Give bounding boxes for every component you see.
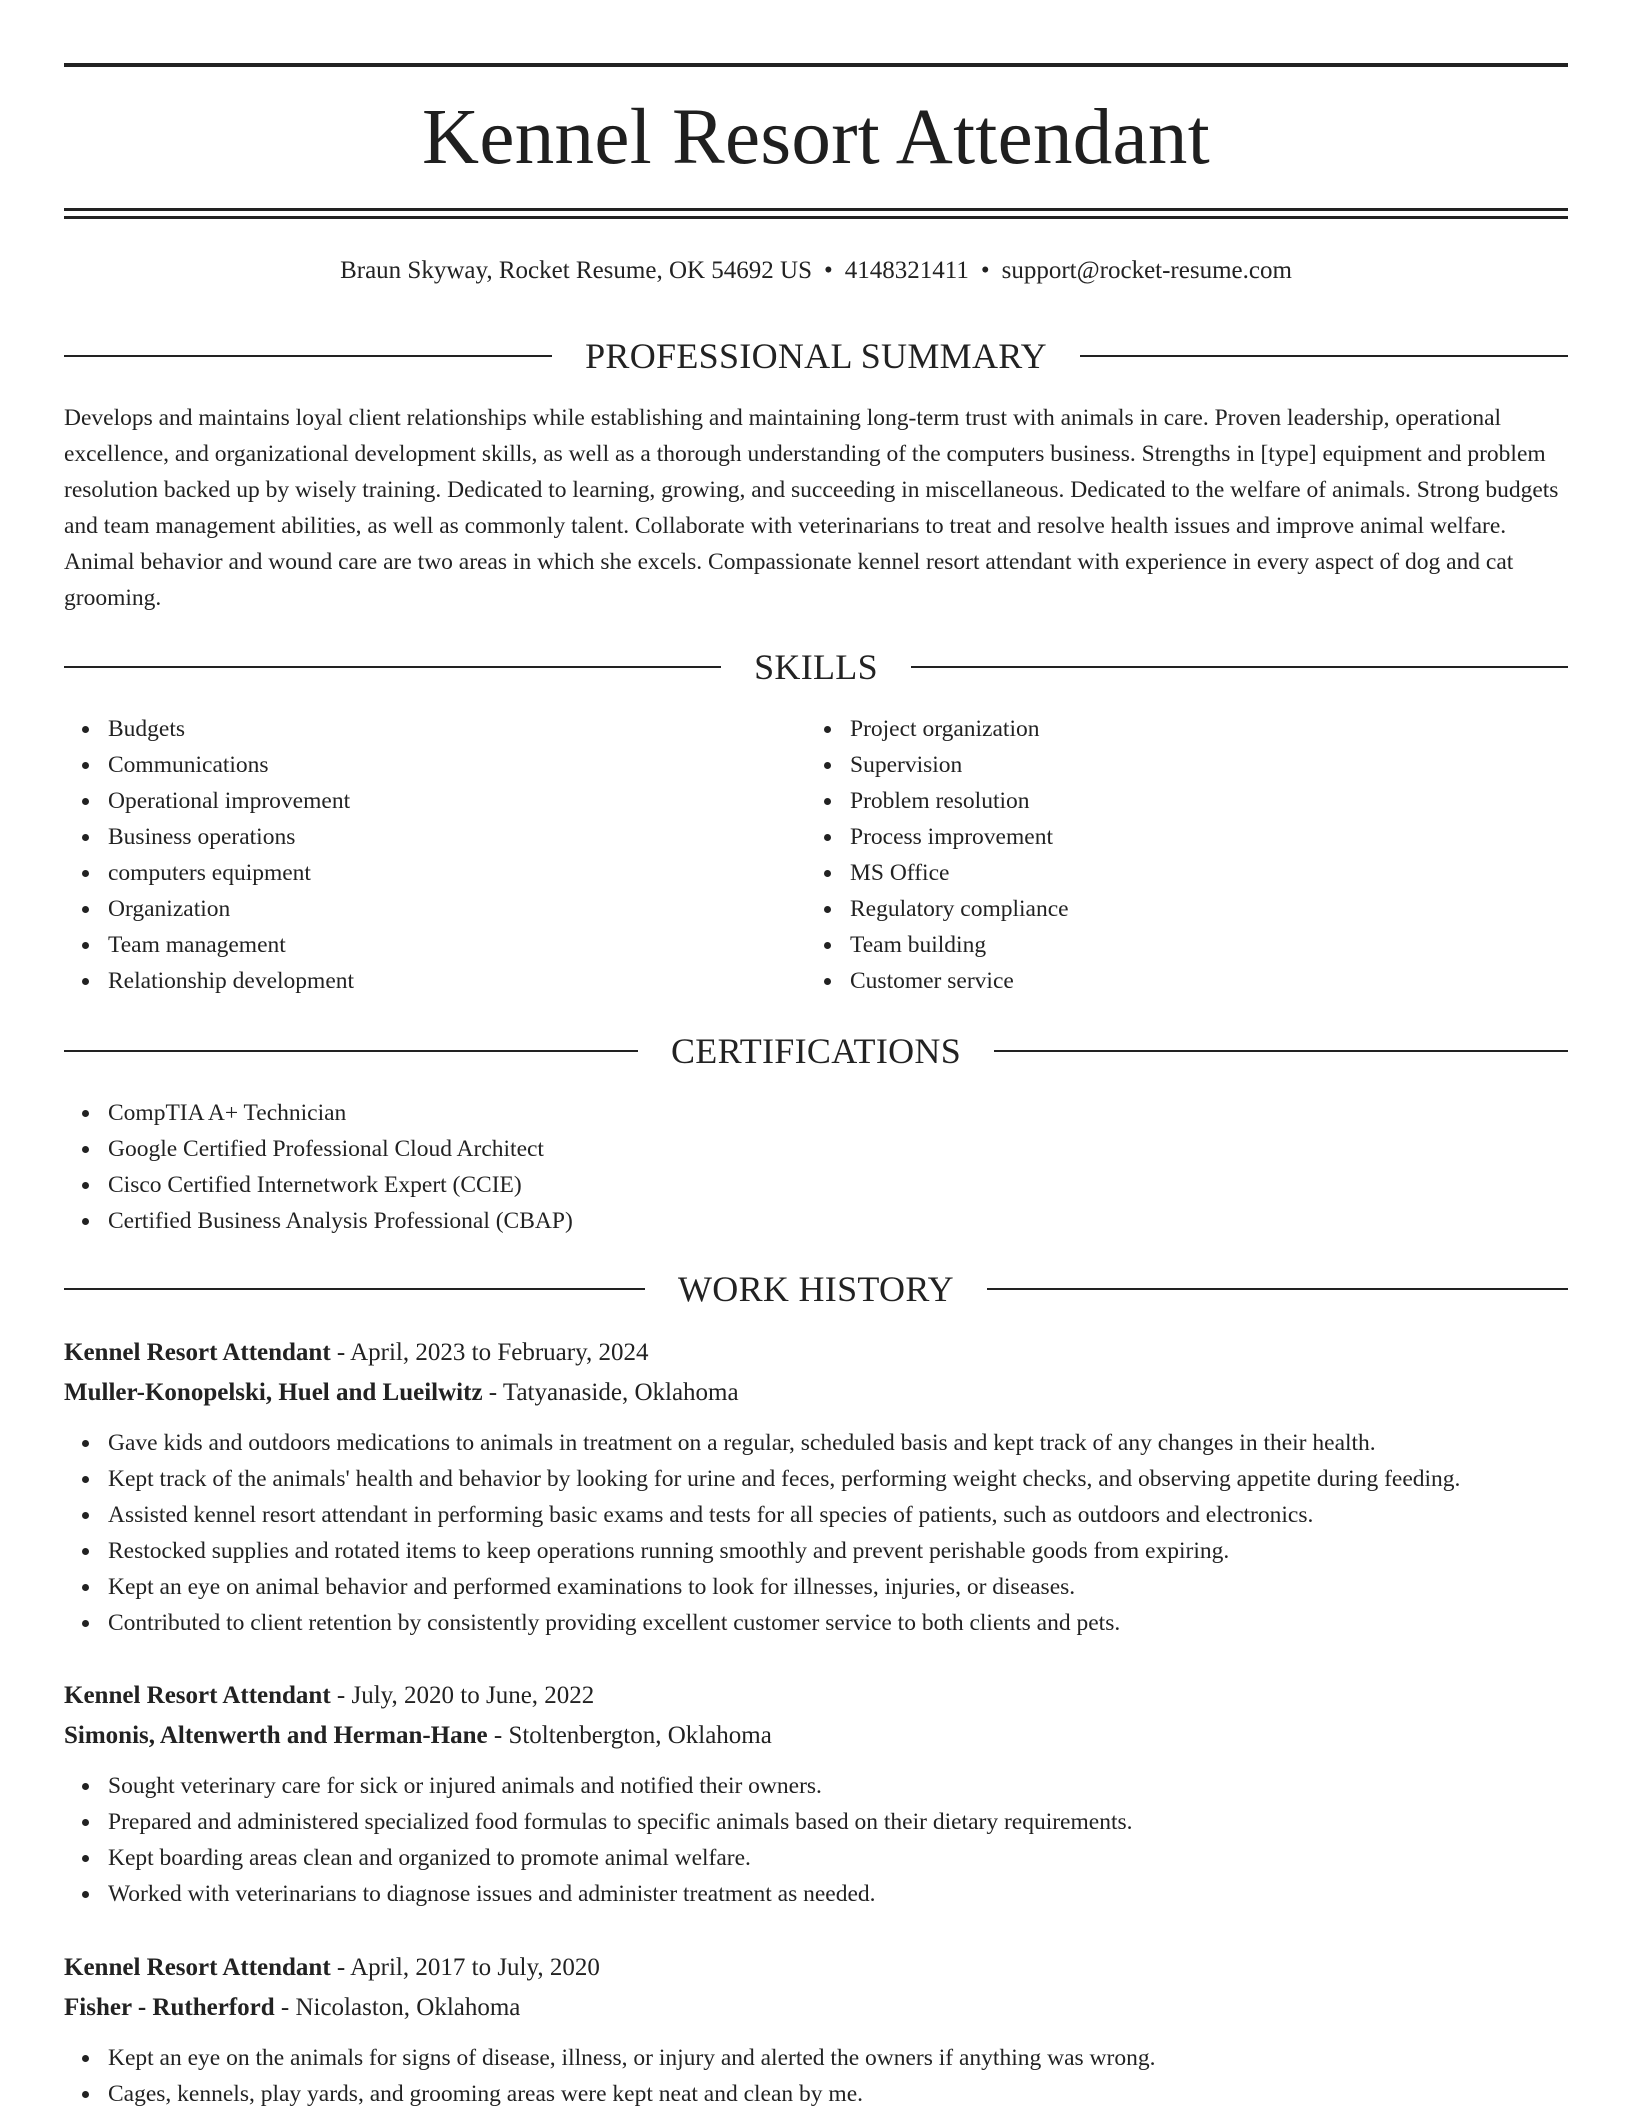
summary-heading (64, 334, 1568, 378)
heading-rule (1080, 355, 1568, 357)
job-title: Kennel Resort Attendant (64, 1339, 331, 1366)
contact-line (64, 254, 1568, 288)
certifications-list (64, 1095, 1464, 1239)
skill-item: Budgets (108, 711, 764, 747)
title-rule-upper (64, 208, 1568, 211)
skill-item: Project organization (850, 711, 1506, 747)
contact-email: support@rocket-resume.com (1001, 257, 1292, 284)
skills-column-right (806, 711, 1506, 999)
skill-item: Organization (108, 891, 764, 927)
skills-heading (64, 645, 1568, 689)
summary-heading-label: PROFESSIONAL SUMMARY (585, 336, 1047, 376)
heading-rule (64, 1288, 645, 1290)
heading-rule (911, 666, 1568, 668)
job-dates: July, 2020 to June, 2022 (351, 1682, 595, 1709)
heading-rule (987, 1288, 1568, 1290)
dash: - (487, 1722, 509, 1749)
skill-item: Communications (108, 747, 764, 783)
job-duty-item: Gave kids and outdoors medications to animals in treatment on a regular, scheduled basis and kept track of any changes in their health. (108, 1425, 1568, 1461)
job-duty-item: Prepared and administered specialized food formulas to specific animals based on their dietary requirements. (108, 1804, 1568, 1840)
certification-item: Google Certified Professional Cloud Architect (108, 1131, 1464, 1167)
job-title-line (64, 1676, 1568, 1716)
job-title: Kennel Resort Attendant (64, 1682, 331, 1709)
job-duty-item: Kept track of the animals' health and behavior by looking for urine and feces, performing weight checks, and observing appetite during feeding. (108, 1461, 1568, 1497)
job-duty-item: Sought veterinary care for sick or injured animals and notified their owners. (108, 1768, 1568, 1804)
skills-heading-label: SKILLS (754, 647, 878, 687)
job-company-line (64, 1716, 1568, 1756)
job-location: Stoltenbergton, Oklahoma (508, 1722, 772, 1749)
job-company-line (64, 1988, 1568, 2028)
skill-item: Customer service (850, 963, 1506, 999)
job-company: Muller-Konopelski, Huel and Lueilwitz (64, 1379, 483, 1406)
job-dates: April, 2017 to July, 2020 (350, 1954, 600, 1981)
title-rule-lower (64, 216, 1568, 219)
heading-rule (64, 1050, 638, 1052)
job-company-line (64, 1373, 1568, 1413)
heading-rule (64, 355, 552, 357)
certification-item: Certified Business Analysis Professional (CBAP) (108, 1203, 1464, 1239)
job-duty-item: Assisted kennel resort attendant in performing basic exams and tests for all species of patients, such as outdoors and electronics. (108, 1497, 1568, 1533)
job-entry (64, 1948, 1568, 2112)
job-dates: April, 2023 to February, 2024 (350, 1339, 649, 1366)
job-duties-list (64, 2040, 1568, 2112)
heading-rule (994, 1050, 1568, 1052)
work-history-heading-label: WORK HISTORY (678, 1269, 954, 1309)
resume-title: Kennel Resort Attendant (422, 94, 1210, 181)
job-duty-item: Kept boarding areas clean and organized to promote animal welfare. (108, 1840, 1568, 1876)
certifications-heading-label: CERTIFICATIONS (670, 1031, 962, 1071)
job-duty-item: Contributed to client retention by consistently providing excellent customer service to both clients and pets. (108, 1605, 1568, 1641)
heading-rule (64, 666, 721, 668)
certification-item: Cisco Certified Internetwork Expert (CCIE) (108, 1167, 1464, 1203)
skill-item: Team management (108, 927, 764, 963)
dash: - (330, 1339, 351, 1366)
skills-column-left (64, 711, 764, 999)
contact-separator: • (824, 257, 833, 284)
job-company: Simonis, Altenwerth and Herman-Hane (64, 1722, 488, 1749)
skill-item: MS Office (850, 855, 1506, 891)
job-duty-item: Kept an eye on the animals for signs of disease, illness, or injury and alerted the owners if anything was wrong. (108, 2040, 1568, 2076)
job-title-line (64, 1948, 1568, 1988)
contact-phone: 4148321411 (844, 257, 969, 284)
certification-item: CompTIA A+ Technician (108, 1095, 1464, 1131)
skill-item: Team building (850, 927, 1506, 963)
job-duties-list (64, 1768, 1568, 1912)
job-duties-list (64, 1425, 1568, 1641)
work-history-heading (64, 1267, 1568, 1311)
contact-separator: • (980, 257, 990, 284)
summary-text: Develops and maintains loyal client relationships while establishing and maintaining long-term trust with animals in care. Proven leadership, operational excellence, and organizational development skills, as well as a thorough understanding of the computers business. Strengths in [type] equipment and problem resolution backed up by wisely training. Dedicated to learning, growing, and succeeding in miscellaneous. Dedicated to the welfare of animals. Strong budgets and team management abilities, as well as commonly talent. Collaborate with veterinarians to treat and resolve health issues and improve animal welfare. Animal behavior and wound care are two areas in which she excels. Compassionate kennel resort attendant with experience in every aspect of dog and cat grooming. (64, 405, 1559, 611)
job-location: Nicolaston, Oklahoma (295, 1994, 521, 2021)
skill-item: computers equipment (108, 855, 764, 891)
job-duty-item: Kept an eye on animal behavior and performed examinations to look for illnesses, injuries, or diseases. (108, 1569, 1568, 1605)
job-location: Tatyanaside, Oklahoma (502, 1379, 739, 1406)
skill-item: Relationship development (108, 963, 764, 999)
job-title-line (64, 1333, 1568, 1373)
dash: - (330, 1682, 352, 1709)
skill-item: Process improvement (850, 819, 1506, 855)
job-duty-item: Cages, kennels, play yards, and grooming areas were kept neat and clean by me. (108, 2076, 1568, 2112)
contact-address: Braun Skyway, Rocket Resume, OK 54692 US (340, 257, 813, 284)
skill-item: Supervision (850, 747, 1506, 783)
job-entry (64, 1676, 1568, 1912)
dash: - (274, 1994, 296, 2021)
job-duty-item: Worked with veterinarians to diagnose issues and administer treatment as needed. (108, 1876, 1568, 1912)
dash: - (482, 1379, 503, 1406)
dash: - (330, 1954, 351, 1981)
skill-item: Business operations (108, 819, 764, 855)
top-rule (64, 63, 1568, 67)
skill-item: Regulatory compliance (850, 891, 1506, 927)
skill-item: Operational improvement (108, 783, 764, 819)
certifications-heading (64, 1029, 1568, 1073)
job-company: Fisher - Rutherford (64, 1994, 275, 2021)
job-entry (64, 1333, 1568, 1641)
skill-item: Problem resolution (850, 783, 1506, 819)
job-title: Kennel Resort Attendant (64, 1954, 331, 1981)
job-duty-item: Restocked supplies and rotated items to keep operations running smoothly and prevent perishable goods from expiring. (108, 1533, 1568, 1569)
